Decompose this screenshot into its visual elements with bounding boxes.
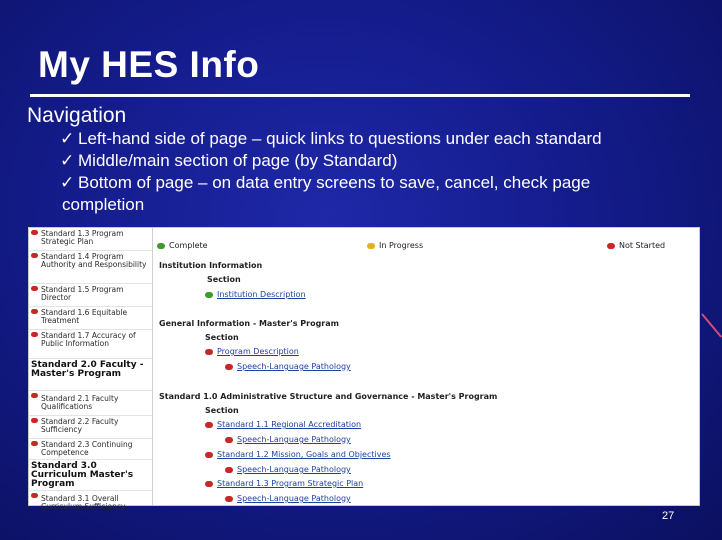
link-label: Program Description xyxy=(217,347,299,356)
link-label: Speech-Language Pathology xyxy=(237,362,351,371)
institution-description-link[interactable] xyxy=(205,290,306,299)
legend-complete xyxy=(157,241,208,250)
quick-link-label: Standard 3.1 Overall Curriculum Sufficiency xyxy=(41,494,126,511)
not-started-dot-icon xyxy=(225,496,233,502)
decorative-slash xyxy=(701,313,722,337)
section-label: Section xyxy=(207,275,241,284)
not-started-dot-icon xyxy=(31,393,38,398)
quick-link-item[interactable] xyxy=(29,439,152,460)
checkmark-icon: ✓ xyxy=(60,129,75,148)
not-started-dot-icon xyxy=(205,452,213,458)
link-label: Standard 1.3 Program Strategic Plan xyxy=(217,479,364,488)
regional-accreditation-link[interactable] xyxy=(205,420,361,429)
quick-link-label: Standard 1.6 Equitable Treatment xyxy=(41,308,128,325)
page-number: 27 xyxy=(662,510,675,522)
quick-link-item[interactable] xyxy=(29,228,152,251)
not-started-dot-icon xyxy=(31,309,38,314)
in-progress-dot-icon xyxy=(367,243,375,249)
not-started-dot-icon xyxy=(31,230,38,235)
quick-links-panel xyxy=(29,228,153,511)
section-label: Section xyxy=(205,406,239,415)
not-started-dot-icon xyxy=(31,332,38,337)
legend-label: Complete xyxy=(169,241,208,250)
institution-information-header: Institution Information xyxy=(159,261,263,270)
speech-language-pathology-link[interactable] xyxy=(225,362,351,371)
not-started-dot-icon xyxy=(31,253,38,258)
standard-1-header: Standard 1.0 Administrative Structure and Governance - Master's Program xyxy=(159,392,498,401)
bullet-continuation: completion xyxy=(62,195,145,214)
not-started-dot-icon xyxy=(205,481,213,487)
slide-title: My HES Info xyxy=(38,44,260,85)
not-started-dot-icon xyxy=(31,493,38,498)
section-label: Section xyxy=(205,333,239,342)
link-label: Speech-Language Pathology xyxy=(237,435,351,444)
not-started-dot-icon xyxy=(225,364,233,370)
legend-not-started xyxy=(607,241,665,250)
legend-in-progress xyxy=(367,241,423,250)
strategic-plan-link[interactable] xyxy=(205,479,363,488)
quick-link-label: Standard 2.2 Faculty Sufficiency xyxy=(41,417,119,434)
speech-language-pathology-link[interactable] xyxy=(225,435,351,444)
link-label: Standard 1.1 Regional Accreditation xyxy=(217,420,362,429)
mission-goals-link[interactable] xyxy=(205,450,391,459)
quick-link-item[interactable] xyxy=(29,416,152,439)
program-description-link[interactable] xyxy=(205,347,299,356)
quick-link-label: Standard 1.3 Program Strategic Plan xyxy=(41,229,124,246)
link-label: Standard 1.2 Mission, Goals and Objectives xyxy=(217,450,391,459)
bullet-list xyxy=(60,128,710,216)
speech-language-pathology-link[interactable] xyxy=(225,465,351,474)
legend-label: Not Started xyxy=(619,241,666,250)
bullet-text: Left-hand side of page – quick links to questions under each standard xyxy=(78,129,602,148)
quick-link-label: Standard 2.3 Continuing Competence xyxy=(41,440,133,457)
bullet-item xyxy=(60,150,710,172)
complete-dot-icon xyxy=(157,243,165,249)
not-started-dot-icon xyxy=(31,418,38,423)
not-started-dot-icon xyxy=(205,349,213,355)
quick-link-label: Standard 1.7 Accuracy of Public Information xyxy=(41,331,136,348)
link-label: Institution Description xyxy=(217,290,306,299)
quick-link-heading[interactable]: Standard 3.0 Curriculum Master's Program xyxy=(29,460,152,491)
speech-language-pathology-link[interactable] xyxy=(225,494,351,503)
bullet-text: Bottom of page – on data entry screens to save, cancel, check page xyxy=(78,173,591,192)
legend-label: In Progress xyxy=(379,241,424,250)
quick-link-heading[interactable]: Standard 2.0 Faculty - Master's Program xyxy=(29,359,152,391)
title-underline xyxy=(30,94,690,97)
bullet-item xyxy=(60,172,710,194)
quick-link-item[interactable] xyxy=(29,251,152,284)
embedded-screenshot xyxy=(28,227,700,511)
quick-link-item[interactable] xyxy=(29,284,152,307)
complete-dot-icon xyxy=(205,292,213,298)
quick-link-item[interactable] xyxy=(29,491,152,515)
link-label: Speech-Language Pathology xyxy=(237,465,351,474)
quick-link-item[interactable] xyxy=(29,307,152,330)
checkmark-icon: ✓ xyxy=(60,173,75,192)
bullet-item xyxy=(60,128,710,150)
bullet-text: Middle/main section of page (by Standard) xyxy=(78,151,398,170)
link-label: Speech-Language Pathology xyxy=(237,494,351,503)
navigation-heading: Navigation xyxy=(27,104,127,127)
quick-link-label: Standard 2.1 Faculty Qualifications xyxy=(41,394,119,411)
quick-link-item[interactable] xyxy=(29,391,152,416)
main-section xyxy=(155,228,695,505)
not-started-dot-icon xyxy=(225,467,233,473)
not-started-dot-icon xyxy=(607,243,615,249)
not-started-dot-icon xyxy=(31,441,38,446)
checkmark-icon: ✓ xyxy=(60,151,75,170)
general-information-header: General Information - Master's Program xyxy=(159,319,339,328)
not-started-dot-icon xyxy=(225,437,233,443)
quick-link-item[interactable] xyxy=(29,330,152,359)
not-started-dot-icon xyxy=(205,422,213,428)
quick-link-label: Standard 1.4 Program Authority and Responsibility xyxy=(41,252,147,269)
quick-link-label: Standard 1.5 Program Director xyxy=(41,285,124,302)
not-started-dot-icon xyxy=(31,286,38,291)
